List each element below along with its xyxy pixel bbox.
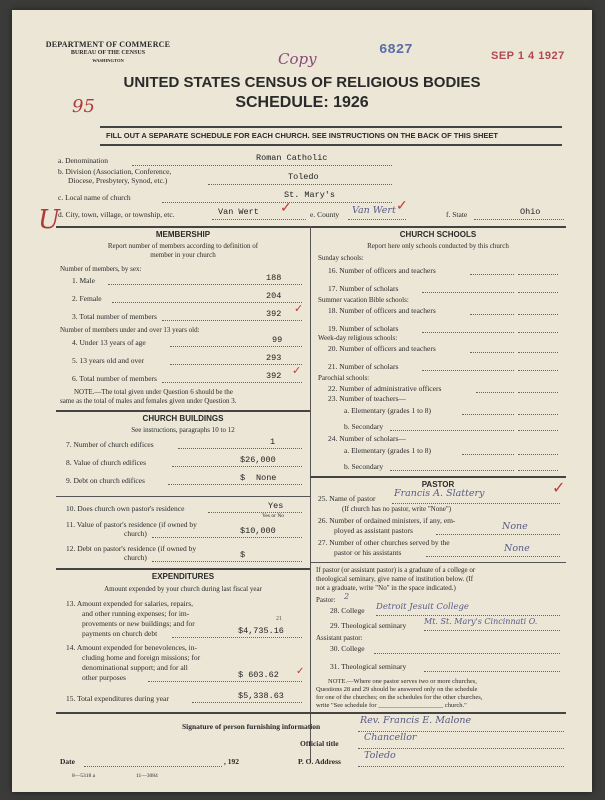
instruction-line: FILL OUT A SEPARATE SCHEDULE FOR EACH CHURCH. SEE INSTRUCTIONS ON THE BACK OF THIS SHEET [106,131,498,140]
form-title: UNITED STATES CENSUS OF RELIGIOUS BODIES [123,74,481,91]
q11-field[interactable]: $10,000 [240,526,276,536]
q24b-label: b. Secondary [344,462,384,471]
division-label: b. Division (Association, Conference, [58,167,172,176]
q16-field[interactable] [518,274,558,275]
washington-label: WASHINGTON [92,58,124,63]
parochial-label: Parochial schools: [318,374,370,382]
margin-mark-95: 95 [72,96,95,117]
column-divider [310,226,311,762]
q12-field[interactable]: $ [240,550,246,560]
q2-field[interactable]: 204 [266,291,282,301]
census-schedule-sheet [12,10,592,792]
rule-instruction [100,144,562,146]
q15-field[interactable]: $5,338.63 [238,691,284,701]
q13-note: 21 [276,616,282,622]
denomination-field[interactable]: Roman Catholic [256,153,328,163]
graduate-instruction-2: theological seminary, give name of institution below. (If [316,575,474,583]
by-sex-label: Number of members, by sex: [60,265,142,273]
department-label: DEPARTMENT OF COMMERCE [45,40,171,49]
q4-field[interactable]: 99 [272,335,283,345]
schedule-number: 6827 [379,42,413,58]
pastor-label: Pastor: [316,596,336,604]
membership-intro: Report number of members according to definition of [107,242,259,250]
membership-heading: MEMBERSHIP [155,230,211,239]
q27-label-2: pastor or his assistants [334,548,402,557]
q25-note: (If church has no pastor, write "None") [342,505,452,513]
buildings-sub: See instructions, paragraphs 10 to 12 [131,426,235,434]
q10-field[interactable]: Yes [268,501,284,511]
schools-heading: CHURCH SCHOOLS [399,230,477,239]
form-number: 8—5318 a [72,773,96,779]
check-mark-icon: ✓ [292,365,302,377]
q29-field[interactable]: Mt. St. Mary's Cincinnati O. [424,617,538,626]
membership-note: NOTE.—The total given under Question 6 should be the [74,388,233,396]
q14-label-2: cluding home and foreign missions; for [82,653,201,662]
vacation-label: Summer vacation Bible schools: [318,296,409,304]
division-label-2: Diocese, Presbytery, Synod, etc.) [68,176,168,185]
official-title-label: Official title [300,739,339,748]
q28-label: 28. College [330,606,365,615]
q20-field[interactable] [518,352,558,353]
q27-label: 27. Number of other churches served by the [318,538,450,547]
q31-label: 31. Theological seminary [330,662,407,671]
q9-label: 9. Debt on church edifices [66,476,145,485]
q23a-field[interactable] [518,414,558,415]
q1-label: 1. Male [72,276,95,285]
received-date-stamp: SEP 1 4 1927 [491,50,565,62]
q1-field[interactable]: 188 [266,273,282,283]
q27-field[interactable]: None [504,543,530,554]
q14-label-3: denominational support; and for all [82,663,188,672]
q15-label: 15. Total expenditures during year [66,694,169,703]
city-label: d. City, town, village, or township, etc. [58,210,175,219]
q14-label: 14. Amount expended for benevolences, in- [66,643,198,652]
q19-field[interactable] [518,332,558,333]
q17-label: 17. Number of scholars [328,284,399,293]
print-number: 11—3084 [136,773,158,779]
official-title-field[interactable]: Chancellor [364,732,417,743]
q23-label: 23. Number of teachers— [328,394,406,403]
q25-label: 25. Name of pastor [318,494,376,503]
form-subtitle: SCHEDULE: 1926 [235,94,369,111]
buildings-heading: CHURCH BUILDINGS [142,414,224,423]
graduate-instruction-3: not a graduate, write "No" in the space indicated.) [316,584,456,592]
q14-field[interactable]: $ 603.62 [238,670,279,680]
q10-note: Yes or No [262,513,285,519]
date-year: , 192 [224,757,239,766]
pastor-note: NOTE.—Where one pastor serves two or more churches, [328,678,477,685]
q3-label: 3. Total number of members [72,312,157,321]
q22-field[interactable] [518,392,558,393]
date-label: Date [60,757,75,766]
signature-label: Signature of person furnishing information [182,722,321,731]
membership-intro-2: member in your church [150,251,216,259]
q21-field[interactable] [518,370,558,371]
q6-field[interactable]: 392 [266,371,282,381]
rule-top [100,126,562,128]
q30-field[interactable] [374,653,560,654]
q30-label: 30. College [330,644,365,653]
pastor-note-2: Questions 28 and 29 should be answered only on the schedule [316,686,478,693]
local-name-label: c. Local name of church [58,193,131,202]
q18-field[interactable] [518,314,558,315]
check-mark-icon: ✓ [294,303,304,315]
membership-note-2: same as the total of males and females given under Question 3. [60,397,237,405]
q29-label: 29. Theological seminary [330,621,407,630]
q24a-label: a. Elementary (grades 1 to 8) [344,446,432,455]
q16-label: 16. Number of officers and teachers [328,266,436,275]
q9-field[interactable]: None [256,473,277,483]
local-name-field[interactable]: St. Mary's [284,190,336,200]
q14-label-4: other purposes [82,673,126,682]
check-mark-icon: ✓ [396,199,408,214]
q23a-label: a. Elementary (grades 1 to 8) [344,406,432,415]
state-label: f. State [446,210,468,219]
age-intro: Number of members under and over 13 years old: [60,326,200,334]
address-field[interactable]: Toledo [364,750,396,761]
q23b-label: b. Secondary [344,422,384,431]
q24-label: 24. Number of scholars— [328,434,406,443]
pastor-heading: PASTOR [421,480,455,489]
signature-field[interactable]: Rev. Francis E. Malone [360,715,472,726]
q7-label: 7. Number of church edifices [66,440,154,449]
q13-label-3: provements or new buildings; and for [82,619,195,628]
county-field[interactable]: Van Wert [352,205,396,216]
expenditures-heading: EXPENDITURES [151,572,215,581]
q26-label: 26. Number of ordained ministers, if any, em- [318,516,456,525]
q13-label: 13. Amount expended for salaries, repairs, [66,599,194,608]
q8-field[interactable]: $26,000 [240,455,276,465]
pastor-mark: 2 [344,592,350,601]
q24a-field[interactable] [518,454,558,455]
check-mark-icon: ✓ [296,666,305,677]
q26-field[interactable]: None [502,521,528,532]
q24b-field[interactable] [518,470,558,471]
q8-label: 8. Value of church edifices [66,458,147,467]
pastor-name-field[interactable]: Francis A. Slattery [394,488,485,499]
q31-field[interactable] [424,671,560,672]
division-field[interactable]: Toledo [288,172,319,182]
state-field[interactable]: Ohio [520,207,541,217]
q13-field[interactable]: $4,735.16 [238,626,284,636]
expenditures-sub: Amount expended by your church during last fiscal year [104,585,262,593]
q9-prefix: $ [240,473,246,483]
copy-mark: Copy [278,50,317,68]
weekday-label: Week-day religious schools: [318,334,398,342]
q5-label: 5. 13 years old and over [72,356,145,365]
rule-sections [56,226,566,228]
q18-label: 18. Number of officers and teachers [328,306,436,315]
q6-label: 6. Total number of members [72,374,157,383]
bureau-label: BUREAU OF THE CENSUS [70,50,146,56]
q11-label: 11. Value of pastor's residence (if owned by [66,520,197,529]
check-mark-icon: ✓ [552,480,566,497]
q7-field[interactable]: 1 [270,437,276,447]
address-label: P. O. Address [298,757,341,766]
schools-intro: Report here only schools conducted by this church [367,242,509,250]
q10-label: 10. Does church own pastor's residence [66,504,185,513]
q26-label-2: ployed as assistant pastors [334,526,413,535]
q13-label-2: and other running expenses; for im- [82,609,190,618]
q22-label: 22. Number of administrative officers [328,384,442,393]
q12-label-2: church) [124,553,147,562]
q2-label: 2. Female [72,294,102,303]
city-field[interactable]: Van Wert [218,207,259,217]
sunday-label: Sunday schools: [318,254,364,262]
pastor-note-3: for one of the churches; on the schedules for the other churches, [316,694,483,701]
date-field[interactable] [84,766,222,767]
q11-label-2: church) [124,529,147,538]
check-mark-icon: ✓ [280,201,292,216]
q21-label: 21. Number of scholars [328,362,399,371]
q12-label: 12. Debt on pastor's residence (if owned by [66,544,197,553]
q4-label: 4. Under 13 years of age [72,338,146,347]
county-label: e. County [310,210,340,219]
q13-label-4: payments on church debt [82,629,158,638]
denomination-label: a. Denomination [58,156,108,165]
q17-field[interactable] [518,292,558,293]
graduate-instruction: If pastor (or assistant pastor) is a graduate of a college or [316,566,476,574]
assistant-label: Assistant pastor: [316,634,363,642]
q5-field[interactable]: 293 [266,353,282,363]
pastor-note-4: write "See schedule for ____________________ church." [316,702,467,709]
q19-label: 19. Number of scholars [328,324,399,333]
q28-field[interactable]: Detroit Jesuit College [376,602,469,612]
margin-mark-u: U [38,205,60,235]
q23b-field[interactable] [518,430,558,431]
q3-field[interactable]: 392 [266,309,282,319]
q20-label: 20. Number of officers and teachers [328,344,436,353]
